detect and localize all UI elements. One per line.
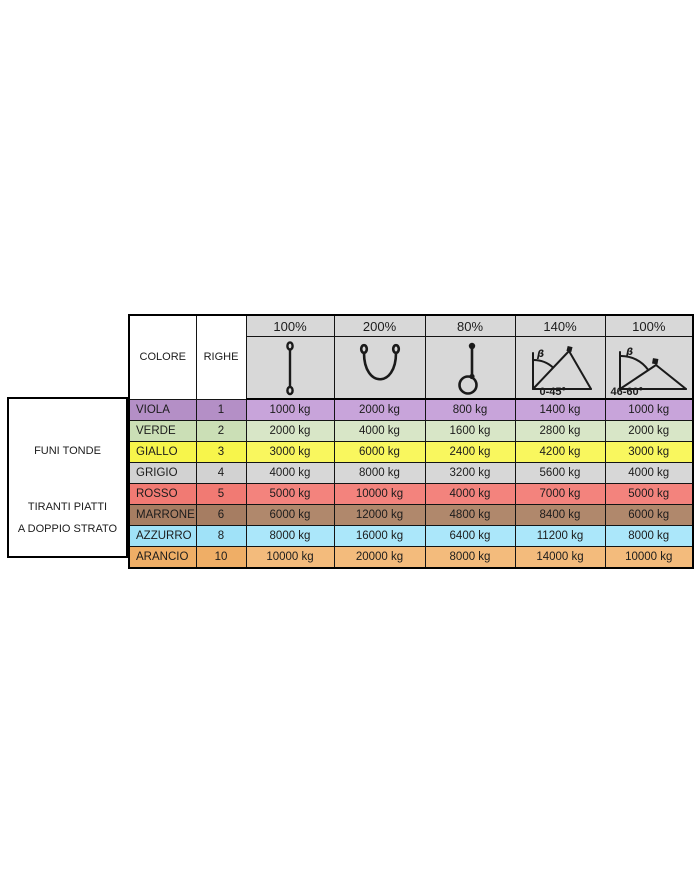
percent-choke-hitch: 80% [425, 315, 515, 337]
capacity-value-cell: 5000 kg [246, 484, 334, 505]
capacity-value-cell: 4000 kg [605, 463, 693, 484]
row-righe-count: 3 [196, 442, 246, 463]
capacity-value-cell: 6400 kg [425, 526, 515, 547]
percent-angle-46-60: 100% [605, 315, 693, 337]
svg-text:β: β [625, 347, 633, 358]
capacity-value-cell: 10000 kg [334, 484, 425, 505]
table-row [129, 484, 693, 505]
capacity-table-body [129, 399, 693, 568]
row-righe-count: 4 [196, 463, 246, 484]
capacity-value-cell: 4200 kg [515, 442, 605, 463]
row-righe-count: 5 [196, 484, 246, 505]
capacity-value-cell: 6000 kg [334, 442, 425, 463]
table-row [129, 463, 693, 484]
capacity-value-cell: 16000 kg [334, 526, 425, 547]
row-color-name: ARANCIO [129, 547, 196, 569]
capacity-table [128, 314, 694, 569]
capacity-value-cell: 8000 kg [246, 526, 334, 547]
row-color-name: VERDE [129, 421, 196, 442]
row-color-name: GIALLO [129, 442, 196, 463]
righe-column-header: RIGHE [196, 315, 246, 399]
capacity-value-cell: 3000 kg [605, 442, 693, 463]
capacity-value-cell: 2000 kg [246, 421, 334, 442]
row-righe-count: 8 [196, 526, 246, 547]
angle-range-0-45-label: 0-45° [539, 386, 566, 398]
group-label-funi-tonde: FUNI TONDE [34, 445, 101, 457]
row-color-name: MARRONE [129, 505, 196, 526]
capacity-value-cell: 20000 kg [334, 547, 425, 569]
capacity-value-cell: 1600 kg [425, 421, 515, 442]
capacity-value-cell: 7000 kg [515, 484, 605, 505]
table-row [129, 547, 693, 569]
capacity-value-cell: 2800 kg [515, 421, 605, 442]
capacity-value-cell: 8000 kg [425, 547, 515, 569]
choke-hitch-cell [425, 337, 515, 400]
capacity-value-cell: 2400 kg [425, 442, 515, 463]
capacity-value-cell: 3000 kg [246, 442, 334, 463]
angle-range-46-60-label: 46-60° [610, 386, 644, 398]
capacity-value-cell: 10000 kg [605, 547, 693, 569]
vertical-hitch-icon [280, 341, 300, 397]
capacity-value-cell: 10000 kg [246, 547, 334, 569]
sling-angle-46-60-icon [606, 345, 692, 392]
table-row [129, 399, 693, 421]
percent-angle-0-45: 140% [515, 315, 605, 337]
table-row [129, 526, 693, 547]
sling-angle-0-45-cell [515, 337, 605, 400]
capacity-value-cell: 8000 kg [334, 463, 425, 484]
capacity-value-cell: 8000 kg [605, 526, 693, 547]
row-righe-count: 6 [196, 505, 246, 526]
capacity-value-cell: 2000 kg [334, 399, 425, 421]
capacity-value-cell: 4000 kg [246, 463, 334, 484]
capacity-value-cell: 1400 kg [515, 399, 605, 421]
row-color-name: VIOLA [129, 399, 196, 421]
basket-hitch-cell [334, 337, 425, 400]
capacity-value-cell: 5600 kg [515, 463, 605, 484]
capacity-value-cell: 3200 kg [425, 463, 515, 484]
capacity-value-cell: 11200 kg [515, 526, 605, 547]
capacity-value-cell: 12000 kg [334, 505, 425, 526]
row-color-name: GRIGIO [129, 463, 196, 484]
row-righe-count: 10 [196, 547, 246, 569]
capacity-value-cell: 5000 kg [605, 484, 693, 505]
basket-hitch-icon [356, 342, 404, 396]
group-label-tiranti-piatti: TIRANTI PIATTI [27, 501, 108, 513]
capacity-value-cell: 800 kg [425, 399, 515, 421]
capacity-value-cell: 1000 kg [605, 399, 693, 421]
capacity-value-cell: 6000 kg [246, 505, 334, 526]
table-row [129, 442, 693, 463]
row-color-name: ROSSO [129, 484, 196, 505]
svg-text:β: β [537, 349, 545, 360]
capacity-value-cell: 4000 kg [334, 421, 425, 442]
capacity-value-cell: 4000 kg [425, 484, 515, 505]
sling-angle-0-45-icon [517, 345, 603, 392]
percent-header-row [129, 315, 693, 337]
capacity-value-cell: 8400 kg [515, 505, 605, 526]
group-label-doppio-strato: A DOPPIO STRATO [17, 523, 118, 535]
percent-vertical-hitch: 100% [246, 315, 334, 337]
capacity-value-cell: 6000 kg [605, 505, 693, 526]
colore-column-header: COLORE [129, 315, 196, 399]
table-row [129, 505, 693, 526]
capacity-value-cell: 14000 kg [515, 547, 605, 569]
capacity-value-cell: 2000 kg [605, 421, 693, 442]
product-group-box [7, 397, 128, 558]
capacity-value-cell: 1000 kg [246, 399, 334, 421]
percent-basket-hitch: 200% [334, 315, 425, 337]
vertical-hitch-cell [246, 337, 334, 400]
sling-angle-46-60-cell [605, 337, 693, 400]
row-righe-count: 1 [196, 399, 246, 421]
choke-hitch-icon [453, 341, 487, 397]
table-row [129, 421, 693, 442]
row-color-name: AZZURRO [129, 526, 196, 547]
row-righe-count: 2 [196, 421, 246, 442]
capacity-value-cell: 4800 kg [425, 505, 515, 526]
